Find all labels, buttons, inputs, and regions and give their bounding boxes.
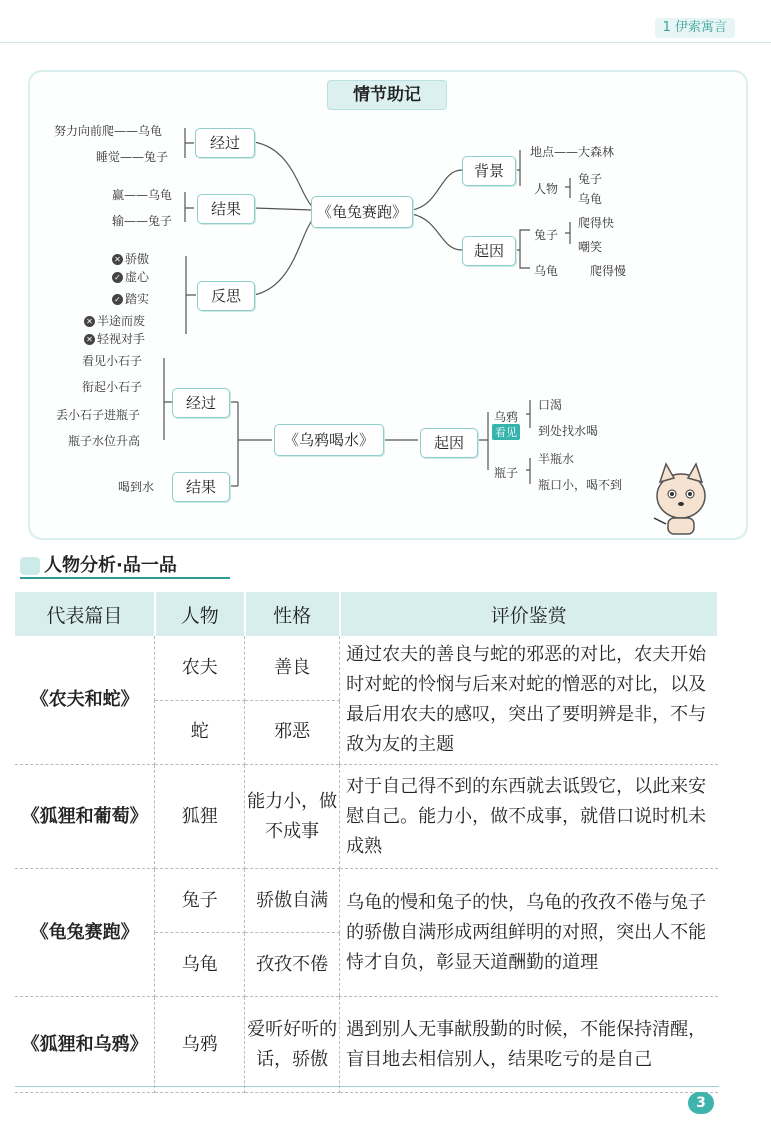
leaf-crow-step: 瓶子水位升高	[68, 434, 141, 448]
leaf-bottle: 瓶子	[494, 466, 519, 480]
node-cause-2: 起因	[420, 428, 478, 458]
node-result-1: 结果	[197, 194, 255, 224]
header-work: 代表篇目	[15, 592, 155, 636]
table-row-title: 《农夫和蛇》	[15, 636, 155, 765]
leaf-experience-rabbit: 睡觉——兔子	[96, 150, 169, 164]
table-cell-character: 蛇	[155, 700, 245, 764]
book-icon	[20, 557, 40, 575]
leaf-experience-turtle: 努力向前爬——乌龟	[54, 124, 163, 138]
leaf-background-turtle: 乌龟	[578, 192, 603, 206]
leaf-background-rabbit: 兔子	[578, 172, 603, 186]
header-evaluation: 评价鉴赏	[340, 592, 718, 636]
node-cause-1: 起因	[462, 236, 516, 266]
table-cell-trait: 孜孜不倦	[245, 933, 340, 997]
table-cell-trait: 爱听好听的话，骄傲	[245, 997, 340, 1093]
node-center-crow: 《乌鸦喝水》	[274, 424, 384, 456]
leaf-crow: 乌鸦	[494, 410, 519, 424]
node-reflect-1: 反思	[197, 281, 255, 311]
leaf-reflect-item: ✕ 骄傲	[112, 250, 149, 267]
footer-line	[15, 1086, 719, 1087]
leaf-reflect-item: ✓ 踏实	[112, 290, 149, 307]
leaf-reflect-item: ✕ 轻视对手	[84, 330, 145, 347]
table-cell-evaluation: 对于自己得不到的东西就去诋毁它，以此来安慰自己。能力小，做不成事，就借口说时机未成熟	[340, 765, 718, 869]
leaf-background-place: 地点——大森林	[530, 145, 615, 159]
node-background: 背景	[462, 156, 516, 186]
page-number: 3	[688, 1092, 714, 1114]
leaf-cause-turtle-slow: 爬得慢	[590, 264, 627, 278]
leaf-crow-result: 喝到水	[118, 480, 155, 494]
table-cell-character: 乌龟	[155, 933, 245, 997]
leaf-background-people: 人物	[534, 182, 559, 196]
table-cell-trait: 能力小，做不成事	[245, 765, 340, 869]
leaf-cause-rabbit: 兔子	[534, 228, 559, 242]
leaf-cause-turtle: 乌龟	[534, 264, 559, 278]
leaf-crow-step: 衔起小石子	[82, 380, 143, 394]
leaf-result-turtle: 赢——乌龟	[112, 188, 173, 202]
tag-saw: 看见	[492, 424, 520, 440]
node-experience-1: 经过	[195, 128, 255, 158]
table-cell-evaluation: 乌龟的慢和兔子的快，乌龟的孜孜不倦与兔子的骄傲自满形成两组鲜明的对照，突出人不能恃才自负，彰显天道酬勤的道理	[340, 869, 718, 997]
node-center-tortoise-hare: 《龟兔赛跑》	[311, 196, 413, 228]
table-cell-character: 乌鸦	[155, 997, 245, 1093]
table-row-title: 《狐狸和乌鸦》	[15, 997, 155, 1093]
section-title: 人物分析·品一品	[20, 551, 230, 579]
table-row-title: 《龟兔赛跑》	[15, 869, 155, 997]
plot-helper-title: 情节助记	[327, 80, 447, 110]
leaf-bottle-half: 半瓶水	[538, 452, 575, 466]
leaf-result-rabbit: 输——兔子	[112, 214, 173, 228]
leaf-crow-step: 看见小石子	[82, 354, 143, 368]
leaf-crow-thirsty: 口渴	[538, 398, 563, 412]
node-result-2: 结果	[172, 472, 230, 502]
leaf-cause-rabbit-mock: 嘲笑	[578, 240, 603, 254]
fox-mascot-icon	[648, 462, 714, 536]
leaf-crow-step: 丢小石子进瓶子	[56, 408, 141, 422]
table-cell-character: 兔子	[155, 869, 245, 933]
table-cell-character: 狐狸	[155, 765, 245, 869]
header-character: 人物	[155, 592, 245, 636]
leaf-bottle-narrow: 瓶口小，喝不到	[538, 478, 623, 492]
table-cell-character: 农夫	[155, 636, 245, 700]
table-cell-trait: 邪恶	[245, 700, 340, 764]
chapter-tab: 1 伊索寓言	[655, 18, 735, 38]
table-cell-evaluation: 通过农夫的善良与蛇的邪恶的对比，农夫开始时对蛇的怜悯与后来对蛇的憎恶的对比，以及最后用农夫的感叹，突出了要明辨是非，不与敌为友的主题	[340, 636, 718, 765]
table-cell-trait: 骄傲自满	[245, 869, 340, 933]
character-analysis-table	[15, 592, 719, 1093]
table-cell-evaluation: 遇到别人无事献殷勤的时候，不能保持清醒，盲目地去相信别人，结果吃亏的是自己	[340, 997, 718, 1093]
node-experience-2: 经过	[172, 388, 230, 418]
leaf-reflect-item: ✕ 半途而废	[84, 312, 145, 329]
leaf-reflect-item: ✓ 虚心	[112, 268, 149, 285]
header-trait: 性格	[245, 592, 340, 636]
table-cell-trait: 善良	[245, 636, 340, 700]
table-row-title: 《狐狸和葡萄》	[15, 765, 155, 869]
leaf-cause-rabbit-fast: 爬得快	[578, 216, 615, 230]
leaf-crow-search: 到处找水喝	[538, 424, 599, 438]
